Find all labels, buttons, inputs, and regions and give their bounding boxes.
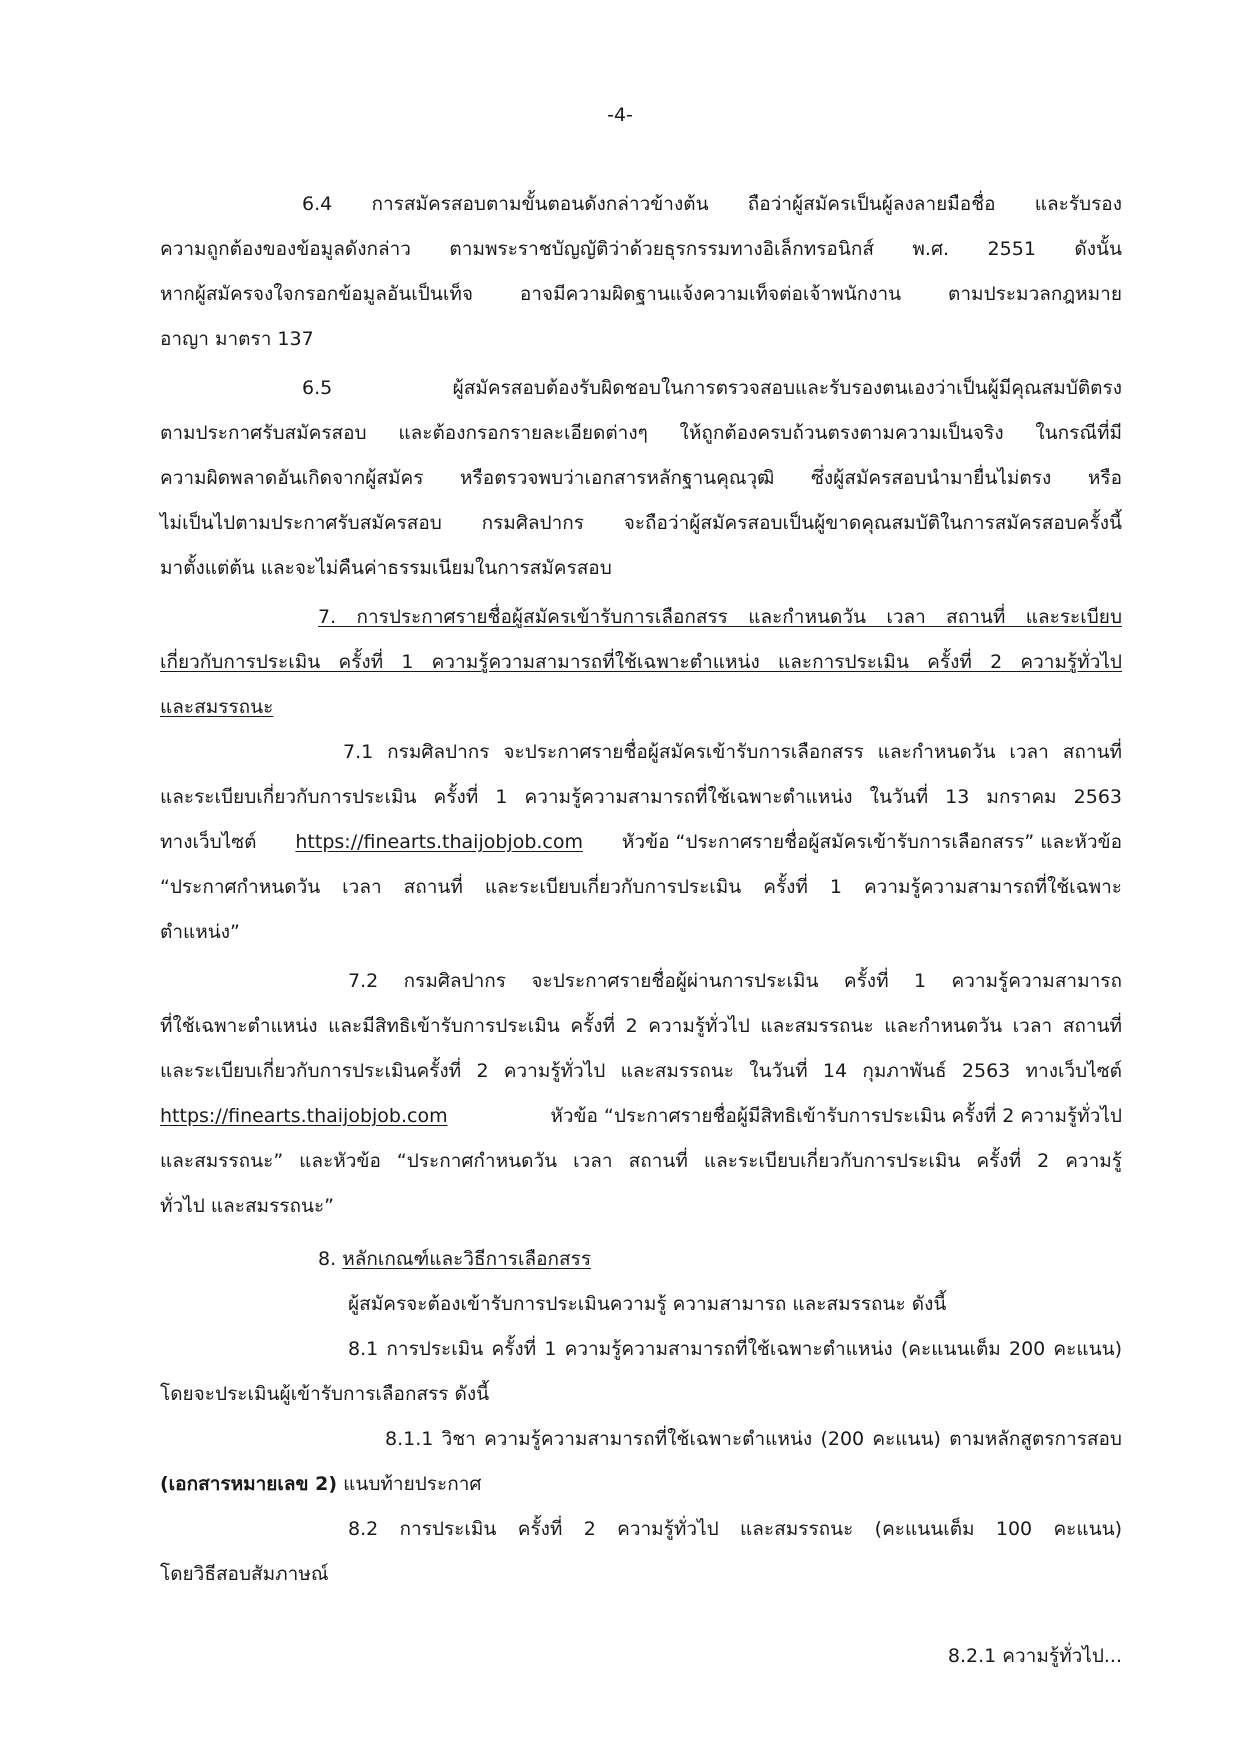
- section-6-4-line-1: 6.4 การสมัครสอบตามขั้นตอนดังกล่าวข้างต้น ถือว่าผู้สมัครเป็นผู้ลงลายมือชื่อ และรับรอง: [302, 193, 1122, 215]
- section-7-1-topic-text: หัวข้อ “ประกาศรายชื่อผู้สมัครเข้ารับการเลือกสรร” และหัวข้อ: [621, 831, 1122, 853]
- section-8-2-line-1: 8.2 การประเมิน ครั้งที่ 2 ความรู้ทั่วไป และสมรรถนะ (คะแนนเต็ม 100 คะแนน): [348, 1518, 1122, 1540]
- section-6-5-line-4: ไม่เป็นไปตามประกาศรับสมัครสอบ กรมศิลปากร จะถือว่าผู้สมัครสอบเป็นผู้ขาดคุณสมบัติในการสมัครสอบครั้งนี้: [160, 512, 1122, 534]
- finearts-website-link-2[interactable]: https://finearts.thaijobjob.com: [160, 1105, 448, 1127]
- finearts-website-link[interactable]: https://finearts.thaijobjob.com: [295, 831, 583, 853]
- section-8-1-1-line-2: [160, 1470, 481, 1498]
- section-8-2-line-2: โดยวิธีสอบสัมภาษณ์: [160, 1563, 329, 1585]
- section-7-2-line-3: และระเบียบเกี่ยวกับการประเมินครั้งที่ 2 ความรู้ทั่วไป และสมรรถนะ ในวันที่ 14 กุมภาพันธ์ 2563 ทางเว็บไซต์: [160, 1060, 1122, 1082]
- section-7-1-line-5: ตำแหน่ง”: [160, 921, 240, 943]
- section-6-4-line-2: ความถูกต้องของข้อมูลดังกล่าว ตามพระราชบัญญัติว่าด้วยธุรกรรมทางอิเล็กทรอนิกส์ พ.ศ. 2551 ดังนั้น: [160, 238, 1122, 260]
- document-reference: (เอกสารหมายเลข 2): [160, 1473, 338, 1495]
- section-6-5-line-1: 6.5 ผู้สมัครสอบต้องรับผิดชอบในการตรวจสอบและรับรองตนเองว่าเป็นผู้มีคุณสมบัติตรง: [302, 377, 1122, 399]
- section-8-title: หลักเกณฑ์และวิธีการเลือกสรร: [342, 1248, 592, 1270]
- section-6-4-line-3: หากผู้สมัครจงใจกรอกข้อมูลอันเป็นเท็จ อาจมีความผิดฐานแจ้งความเท็จต่อเจ้าพนักงาน ตามประมวลกฎหมาย: [160, 283, 1122, 305]
- section-6-5-line-2: ตามประกาศรับสมัครสอบ และต้องกรอกรายละเอียดต่างๆ ให้ถูกต้องครบถ้วนตรงตามความเป็นจริง ในกรณีที่มี: [160, 422, 1122, 444]
- section-8-1-1-line-1: 8.1.1 วิชา ความรู้ความสามารถที่ใช้เฉพาะตำแหน่ง (200 คะแนน) ตามหลักสูตรการสอบ: [385, 1428, 1122, 1450]
- section-7-2-line-2: ที่ใช้เฉพาะตำแหน่ง และมีสิทธิเข้ารับการประเมิน ครั้งที่ 2 ความรู้ทั่วไป และสมรรถนะ และกำหนดวัน เวลา สถานที่: [160, 1015, 1122, 1037]
- section-7-2-line-4: [160, 1102, 1122, 1130]
- page-number: -4-: [607, 104, 633, 126]
- section-7-2-line-5: และสมรรถนะ” และหัวข้อ “ประกาศกำหนดวัน เวลา สถานที่ และระเบียบเกี่ยวกับการประเมิน ครั้งที่ 2 ความรู้: [160, 1150, 1122, 1172]
- section-8-heading: [318, 1245, 591, 1273]
- section-7-heading-line-1: 7. การประกาศรายชื่อผู้สมัครเข้ารับการเลือกสรร และกำหนดวัน เวลา สถานที่ และระเบียบ: [318, 606, 1122, 628]
- section-7-1-line-2: และระเบียบเกี่ยวกับการประเมิน ครั้งที่ 1 ความรู้ความสามารถที่ใช้เฉพาะตำแหน่ง ในวันที่ 13 มกราคม 2563: [160, 786, 1122, 808]
- section-7-2-topic-text: หัวข้อ “ประกาศรายชื่อผู้มีสิทธิเข้ารับการประเมิน ครั้งที่ 2 ความรู้ทั่วไป: [550, 1105, 1122, 1127]
- section-6-5-line-5: มาตั้งแต่ต้น และจะไม่คืนค่าธรรมเนียมในการสมัครสอบ: [160, 557, 612, 579]
- section-7-1-line-3: [160, 828, 1122, 856]
- continuation-marker: 8.2.1 ความรู้ทั่วไป...: [947, 1645, 1122, 1667]
- section-6-5-line-3: ความผิดพลาดอันเกิดจากผู้สมัคร หรือตรวจพบว่าเอกสารหลักฐานคุณวุฒิ ซึ่งผู้สมัครสอบนำมายื่นไม่ตรง หรือ: [160, 467, 1122, 489]
- section-6-4-line-4: อาญา มาตรา 137: [160, 328, 314, 350]
- section-7-heading-line-2: เกี่ยวกับการประเมิน ครั้งที่ 1 ความรู้ความสามารถที่ใช้เฉพาะตำแหน่ง และการประเมิน ครั้งที่ 2 ความรู้ทั่วไป: [160, 651, 1122, 673]
- section-8-1-line-2: โดยจะประเมินผู้เข้ารับการเลือกสรร ดังนี้: [160, 1383, 490, 1405]
- section-8-1-line-1: 8.1 การประเมิน ครั้งที่ 1 ความรู้ความสามารถที่ใช้เฉพาะตำแหน่ง (คะแนนเต็ม 200 คะแนน): [348, 1338, 1122, 1360]
- section-8-intro: ผู้สมัครจะต้องเข้ารับการประเมินความรู้ ความสามารถ และสมรรถนะ ดังนี้: [348, 1293, 947, 1315]
- section-7-1-line-1: 7.1 กรมศิลปากร จะประกาศรายชื่อผู้สมัครเข้ารับการเลือกสรร และกำหนดวัน เวลา สถานที่: [343, 741, 1122, 763]
- section-8-number: 8.: [318, 1248, 337, 1270]
- section-7-1-website-label: ทางเว็บไซต์: [160, 831, 257, 853]
- section-7-1-line-4: “ประกาศกำหนดวัน เวลา สถานที่ และระเบียบเกี่ยวกับการประเมิน ครั้งที่ 1 ความรู้ความสามารถที่ใช้เฉพาะ: [160, 876, 1122, 898]
- attachment-note: แนบท้ายประกาศ: [343, 1473, 482, 1495]
- section-7-heading-line-3: และสมรรถนะ: [160, 696, 274, 718]
- section-7-2-line-6: ทั่วไป และสมรรถนะ”: [160, 1195, 335, 1217]
- section-7-2-line-1: 7.2 กรมศิลปากร จะประกาศรายชื่อผู้ผ่านการประเมิน ครั้งที่ 1 ความรู้ความสามารถ: [348, 970, 1122, 992]
